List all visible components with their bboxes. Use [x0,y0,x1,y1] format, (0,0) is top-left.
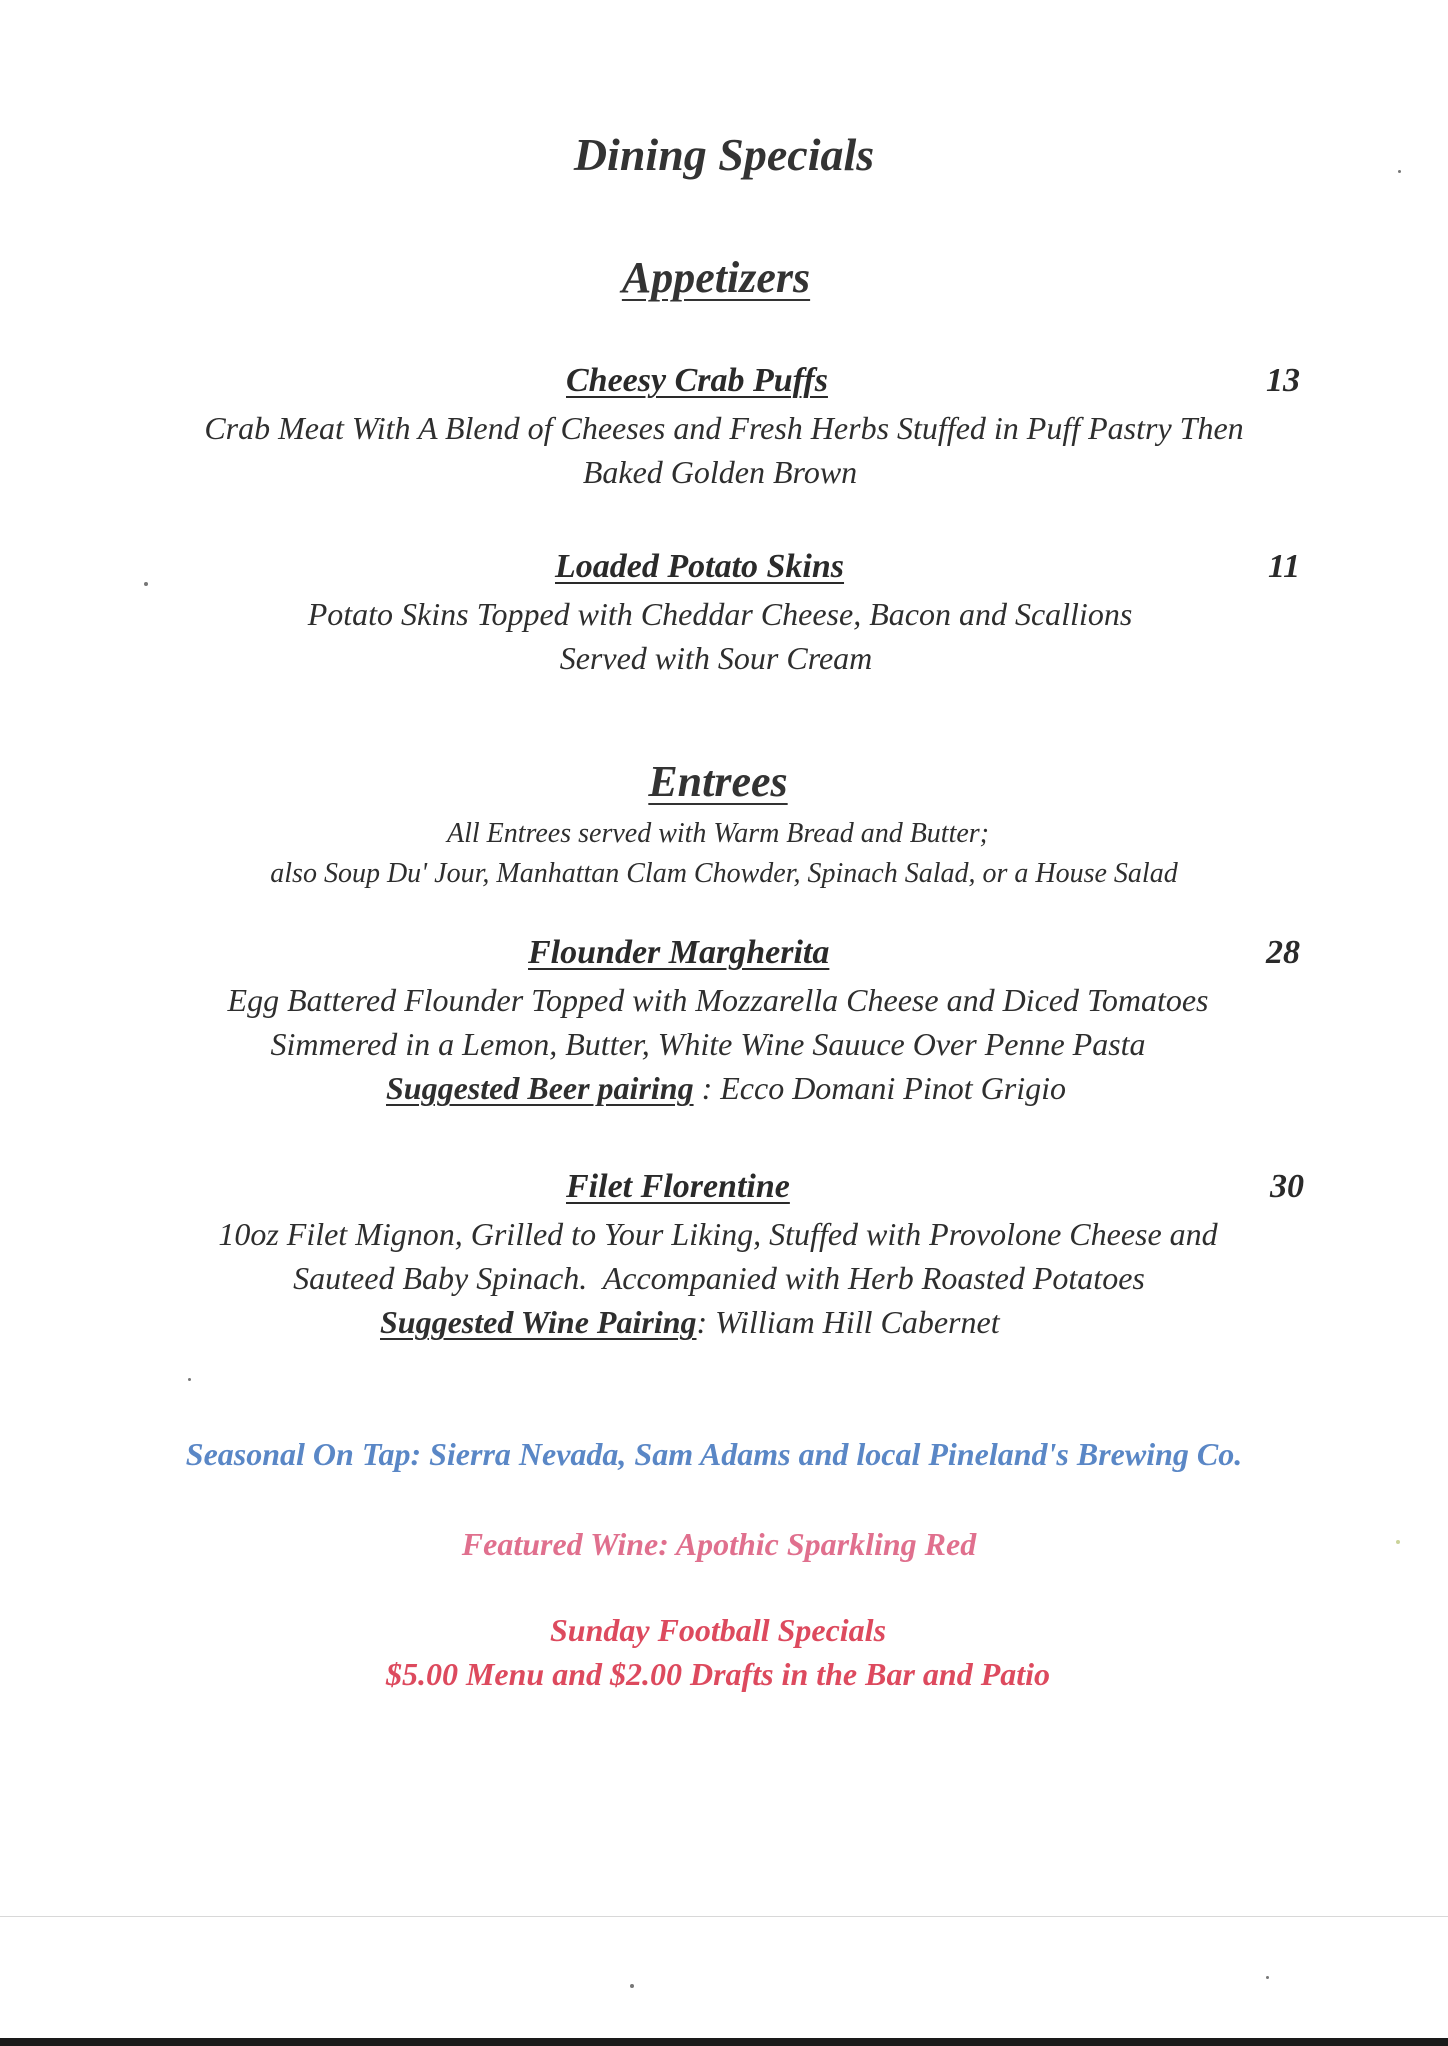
pairing-line [386,1070,1066,1107]
entrees-note: also Soup Du' Jour, Manhattan Clam Chowder, Spinach Salad, or a House Salad [270,858,1178,889]
menu-item-description: Served with Sour Cream [559,640,873,676]
menu-item-price: 30 [1270,1168,1304,1205]
pairing-line [380,1304,1000,1341]
menu-item-description: Sauteed Baby Spinach. Accompanied with Herb Roasted Potatoes [293,1260,1145,1296]
menu-item-description: Egg Battered Flounder Topped with Mozzarella Cheese and Diced Tomatoes [227,982,1209,1018]
pairing-label: Suggested Beer pairing [386,1070,694,1106]
seasonal-tap-text: Seasonal On Tap: Sierra Nevada, Sam Adams and local Pineland's Brewing Co. [185,1436,1243,1472]
page-fold-line [0,1916,1448,1917]
pairing-value: : Ecco Domani Pinot Grigio [693,1070,1066,1106]
menu-item-name: Loaded Potato Skins [555,548,845,585]
scan-speck [144,582,148,586]
menu-item-name: Cheesy Crab Puffs [566,362,828,399]
menu-item-price: 13 [1266,362,1300,399]
entrees-note: All Entrees served with Warm Bread and Butter; [446,818,990,849]
menu-item-description: Simmered in a Lemon, Butter, White Wine Sauuce Over Penne Pasta [270,1026,1146,1062]
scan-speck [1396,1540,1400,1544]
menu-item-description: Crab Meat With A Blend of Cheeses and Fresh Herbs Stuffed in Puff Pastry Then [204,410,1244,446]
scan-speck [1398,170,1401,173]
menu-item-name: Filet Florentine [566,1168,790,1205]
sunday-specials-title: Sunday Football Specials [549,1612,887,1648]
menu-item-name: Flounder Margherita [528,934,830,971]
appetizers-heading: Appetizers [621,253,811,302]
entrees-heading: Entrees [648,757,788,806]
pairing-label: Suggested Wine Pairing [380,1304,697,1340]
menu-item-description: Baked Golden Brown [582,454,858,490]
scan-speck [1266,1976,1269,1979]
pairing-value: : William Hill Cabernet [696,1304,1000,1340]
menu-title: Dining Specials [573,129,875,180]
menu-item-description: Potato Skins Topped with Cheddar Cheese, Bacon and Scallions [307,596,1133,632]
menu-item-price: 28 [1266,934,1300,971]
menu-item-description: 10oz Filet Mignon, Grilled to Your Liking, Stuffed with Provolone Cheese and [218,1216,1218,1252]
scan-speck [630,1984,634,1988]
menu-item-price: 11 [1268,548,1301,585]
featured-wine-text: Featured Wine: Apothic Sparkling Red [461,1526,977,1562]
sunday-specials-detail: $5.00 Menu and $2.00 Drafts in the Bar and Patio [385,1656,1051,1692]
scan-speck [188,1378,191,1381]
scan-bottom-edge [0,2038,1448,2046]
